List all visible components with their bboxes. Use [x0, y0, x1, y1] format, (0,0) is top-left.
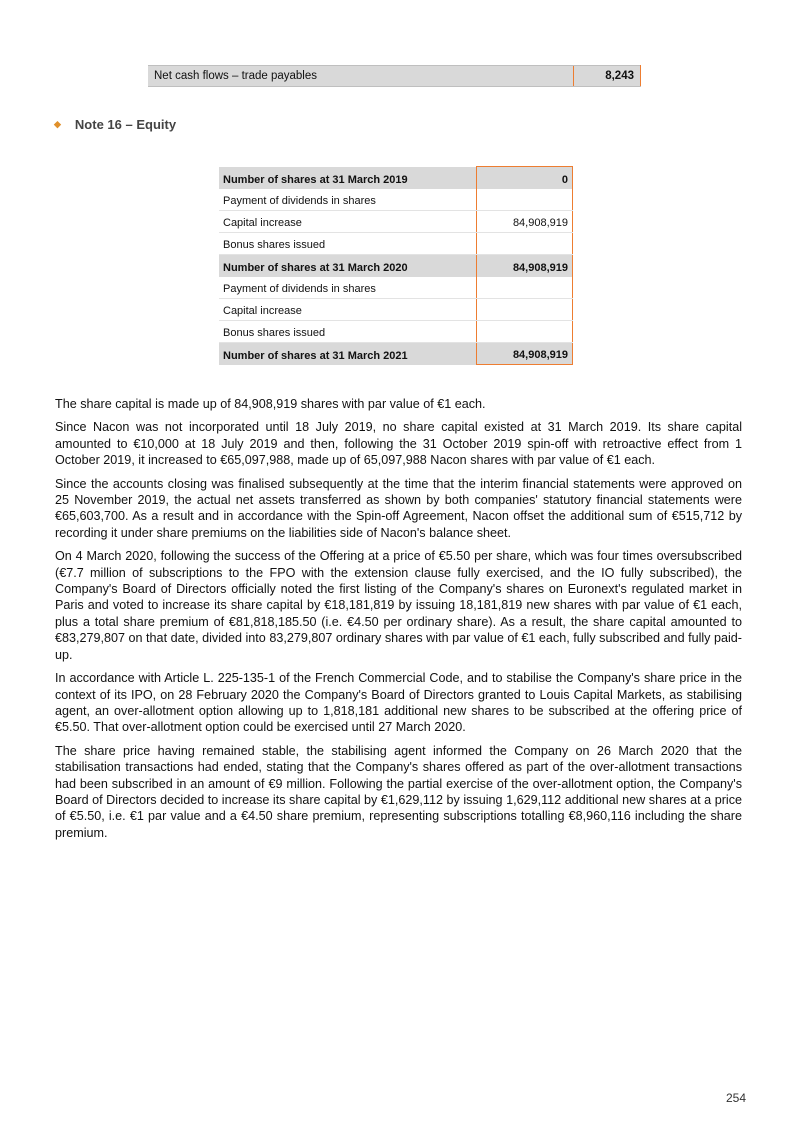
row-label: Capital increase: [219, 299, 477, 321]
paragraph: Since the accounts closing was finalised subsequently at the time that the interim financial statements were approved on 25 November 2019, the actual net assets transferred as shown by both companies' statutory financial statements were €65,603,700. As a result and in accordance with the Spin-off Agreement, Nacon offset the additional sum of €515,712 by recording it under share premiums on the liabilities side of Nacon's balance sheet.: [55, 476, 742, 540]
table-row: [148, 66, 641, 87]
paragraph: The share capital is made up of 84,908,919 shares with par value of €1 each.: [55, 397, 486, 411]
paragraph: Since Nacon was not incorporated until 18 July 2019, no share capital existed at 31 March 2019. Its share capital amounted to €10,000 at 18 July 2019 and then, following the 31 October 2019 spin-off with retroactive effect from 1 October 2019, it increased to €65,097,988, made up of 65,097,988 Nacon shares with par value of €1 each.: [55, 420, 742, 468]
paragraph: In accordance with Article L. 225-135-1 of the French Commercial Code, and to stabilise the Company's share price in the context of its IPO, on 28 February 2020 the Company's Board of Directors granted to Louis Capital Markets, as stabilising agent, an over-allotment option allowing up to 1,818,181 additional new shares to be subscribed at the offering price of €5.50. That over-allotment option could be exercised until 27 March 2020.: [55, 671, 742, 735]
row-label: Number of shares at 31 March 2021: [219, 343, 477, 365]
row-label: Payment of dividends in shares: [219, 277, 477, 299]
cash-flow-table: [148, 65, 641, 87]
table-row: [219, 277, 573, 299]
row-value: [477, 277, 573, 299]
body-text: [55, 396, 742, 848]
row-value: 84,908,919: [477, 255, 573, 277]
row-value: [477, 233, 573, 255]
table-row: [219, 299, 573, 321]
paragraph: On 4 March 2020, following the success of the Offering at a price of €5.50 per share, which was four times oversubscribed (€7.7 million of subscriptions to the FPO with the extension clause fully exercised, and the IO fully subscribed), the Company's Board of Directors officially noted the first listing of the Company's shares on Euronext's regulated market in Paris and voted to increase its share capital by €18,181,819 by issuing 18,181,819 new shares with par value of €1 each, plus a total share premium of €81,818,185.50 (i.e. €4.50 per ordinary share). As a result, the share capital amounted to €83,279,807 on that date, divided into 83,279,807 ordinary shares with par value of €1 each, fully subscribed and fully paid-up.: [55, 549, 742, 662]
row-value: 0: [477, 167, 573, 189]
row-value: [477, 299, 573, 321]
row-value: 8,243: [574, 66, 641, 87]
row-label: Number of shares at 31 March 2019: [219, 167, 477, 189]
table-row: [219, 321, 573, 343]
paragraph: The share price having remained stable, the stabilising agent informed the Company on 26 March 2020 that the stabilisation transactions had ended, stating that the Company's shares offered as part of the over-allotment transactions had been subscribed in an amount of €9 million. Following the partial exercise of the over-allotment option, the Company's Board of Directors decided to increase its share capital by €1,629,112 by issuing 1,629,112 additional new shares at a price of €5.50, i.e. €1 par value and a €4.50 share premium, representing subscriptions totalling €8,960,116 including the share premium.: [55, 743, 742, 840]
equity-table: [219, 166, 573, 365]
table-row: [219, 255, 573, 277]
row-value: 84,908,919: [477, 343, 573, 365]
row-label: Payment of dividends in shares: [219, 189, 477, 211]
row-value: [477, 189, 573, 211]
table-row: [219, 343, 573, 365]
table-row: [219, 189, 573, 211]
table-row: [219, 233, 573, 255]
table-row: [219, 211, 573, 233]
note-heading: [54, 117, 176, 132]
row-value: 84,908,919: [477, 211, 573, 233]
row-value: [477, 321, 573, 343]
table-row: [219, 167, 573, 189]
row-label: Net cash flows – trade payables: [148, 66, 574, 87]
row-label: Bonus shares issued: [219, 233, 477, 255]
note-title: Note 16 – Equity: [74, 117, 177, 132]
row-label: Bonus shares issued: [219, 321, 477, 343]
row-label: Capital increase: [219, 211, 477, 233]
diamond-bullet-icon: ◆: [54, 119, 61, 129]
page-number: 254: [725, 1091, 746, 1105]
row-label: Number of shares at 31 March 2020: [219, 255, 477, 277]
